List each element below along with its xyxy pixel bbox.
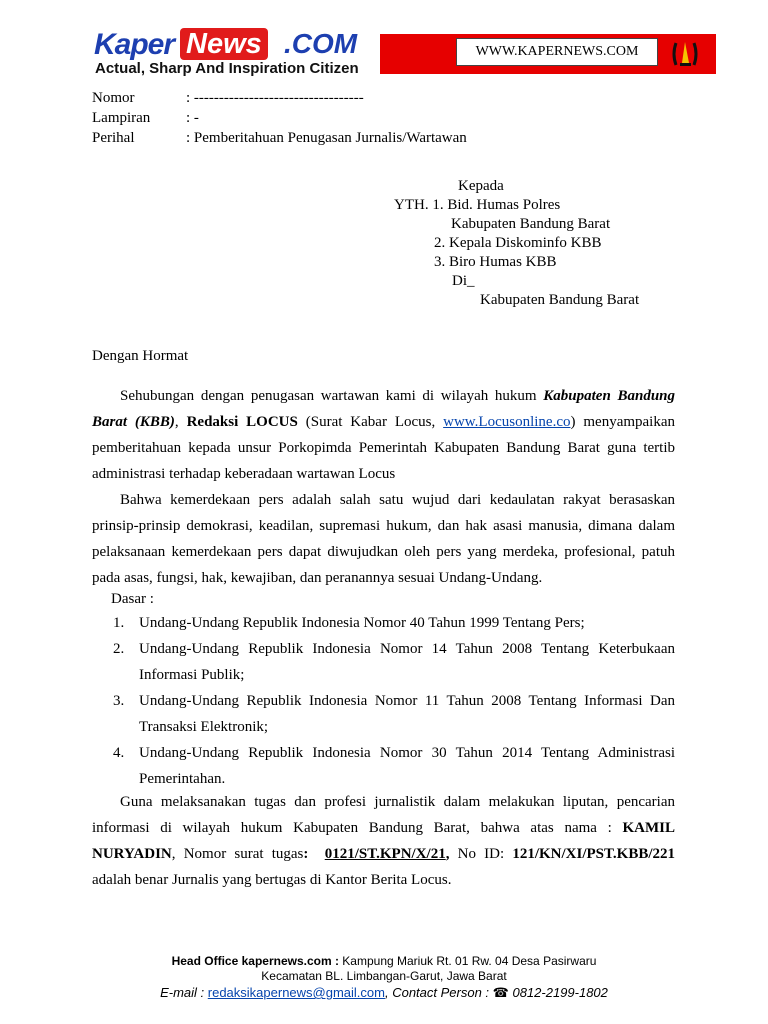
- text-emphasis: Kabupaten Bandung Barat (KBB): [92, 388, 675, 430]
- list-number: 3.: [113, 693, 125, 709]
- paragraph-assignment: [92, 789, 675, 893]
- brand-emblem-icon: [668, 37, 702, 71]
- phone-icon: ☎: [492, 985, 509, 1000]
- salutation: Dengan Hormat: [92, 348, 189, 364]
- list-item: [113, 688, 675, 740]
- footer-phone: 0812-2199-1802: [508, 985, 608, 1000]
- addressee-line: 2. Kepala Diskominfo KBB: [434, 235, 602, 251]
- letter-meta: [92, 88, 612, 148]
- addressee-di: Di_: [452, 273, 475, 289]
- meta-nomor: [92, 88, 612, 108]
- list-number: 2.: [113, 641, 125, 657]
- text-bold: :: [303, 846, 309, 862]
- meta-label: Perihal: [92, 130, 135, 146]
- addressee-line: Kabupaten Bandung Barat: [451, 216, 611, 232]
- footer-contact: [0, 984, 768, 1001]
- list-text: Undang-Undang Republik Indonesia Nomor 14 Tahun 2008 Tentang Keterbukaan Informasi Publik;: [139, 641, 675, 683]
- paragraph-intro: [92, 383, 675, 487]
- addressee-place: Kabupaten Bandung Barat: [480, 292, 640, 308]
- footer: [0, 954, 768, 1001]
- footer-contact-label: , Contact Person :: [384, 985, 493, 1000]
- list-text: Undang-Undang Republik Indonesia Nomor 30 Tahun 2014 Tentang Administrasi Pemerintahan.: [139, 745, 675, 787]
- meta-value: : ----------------------------------: [186, 90, 364, 106]
- list-number: 1.: [113, 615, 125, 631]
- list-item: [113, 740, 675, 792]
- addressee-kepada: Kepada: [458, 178, 504, 194]
- dasar-list: [113, 610, 675, 792]
- journalist-id: 121/KN/XI/PST.KBB/221: [512, 846, 676, 862]
- list-item: [113, 610, 675, 636]
- assignment-letter-number: 0121/ST.KPN/X/21: [324, 846, 446, 862]
- meta-value: : Pemberitahuan Penugasan Jurnalis/Wartawan: [186, 130, 467, 146]
- footer-office: [0, 954, 768, 969]
- tagline: Actual, Sharp And Inspiration Citizen: [95, 60, 359, 77]
- meta-lampiran: [92, 108, 612, 128]
- text-bold: Redaksi LOCUS: [186, 414, 298, 430]
- footer-office-address: Kampung Mariuk Rt. 01 Rw. 04 Desa Pasirwaru: [338, 954, 597, 968]
- logo-kaper-text: Kaper: [94, 28, 175, 61]
- locusonline-link[interactable]: www.Locusonline.co: [443, 414, 571, 430]
- footer-office-label: Head Office kapernews.com :: [171, 954, 339, 968]
- logo-com-text: .COM: [284, 28, 358, 59]
- addressee-line: 3. Biro Humas KBB: [434, 254, 557, 270]
- text: , Nomor surat tugas: [171, 846, 304, 862]
- logo-news-text: News: [180, 28, 268, 60]
- text: No ID:: [449, 846, 513, 862]
- text: Bahwa kemerdekaan pers adalah salah satu wujud dari kedaulatan rakyat berasaskan prinsip-prinsip demokrasi, keadilan, supremasi hukum, dan hak asasi manusia, dimana dalam pelaksanaan kemerdekaan pers dapat diwujudkan oleh pers yang merdeka, profesional, patuh pada asas, fungsi, hak, kewajiban, dan peranannya sesuai Undang-Undang.: [92, 492, 675, 586]
- meta-label: Lampiran: [92, 110, 151, 126]
- list-text: Undang-Undang Republik Indonesia Nomor 11 Tahun 2008 Tentang Informasi Dan Transaksi Elektronik;: [139, 693, 675, 735]
- footer-address-line2: Kecamatan BL. Limbangan-Garut, Jawa Barat: [261, 969, 507, 983]
- paragraph-press-freedom: [92, 487, 675, 591]
- meta-label: Nomor: [92, 90, 135, 106]
- text: ,: [174, 414, 187, 430]
- list-text: Undang-Undang Republik Indonesia Nomor 40 Tahun 1999 Tentang Pers;: [139, 615, 585, 631]
- letterhead: [0, 0, 768, 82]
- meta-perihal: [92, 128, 612, 148]
- dasar-label: Dasar :: [111, 591, 154, 607]
- addressee-line: YTH. 1. Bid. Humas Polres: [394, 197, 561, 213]
- text: adalah benar Jurnalis yang bertugas di Kantor Berita Locus.: [92, 872, 452, 888]
- text: Sehubungan dengan penugasan wartawan kami di wilayah hukum: [120, 388, 544, 404]
- list-item: [113, 636, 675, 688]
- text-bold: ,: [445, 846, 450, 862]
- text: (Surat Kabar Locus,: [297, 414, 444, 430]
- text: ) menyampaikan pemberitahuan kepada unsur Porkopimda Pemerintah Kabupaten Bandung Barat guna tertib administrasi terhadap keberadaan wartawan Locus: [92, 414, 676, 482]
- journalist-name: KAMIL NURYADIN: [92, 820, 675, 862]
- list-number: 4.: [113, 745, 125, 761]
- meta-value: : -: [186, 110, 199, 126]
- website-url[interactable]: WWW.KAPERNEWS.COM: [456, 38, 658, 66]
- footer-email-label: E-mail :: [160, 985, 208, 1000]
- text: Guna melaksanakan tugas dan profesi jurnalistik dalam melakukan liputan, pencarian informasi di wilayah hukum Kabupaten Bandung Barat, bahwa atas nama :: [92, 794, 675, 836]
- email-link[interactable]: redaksikapernews@gmail.com: [207, 985, 385, 1000]
